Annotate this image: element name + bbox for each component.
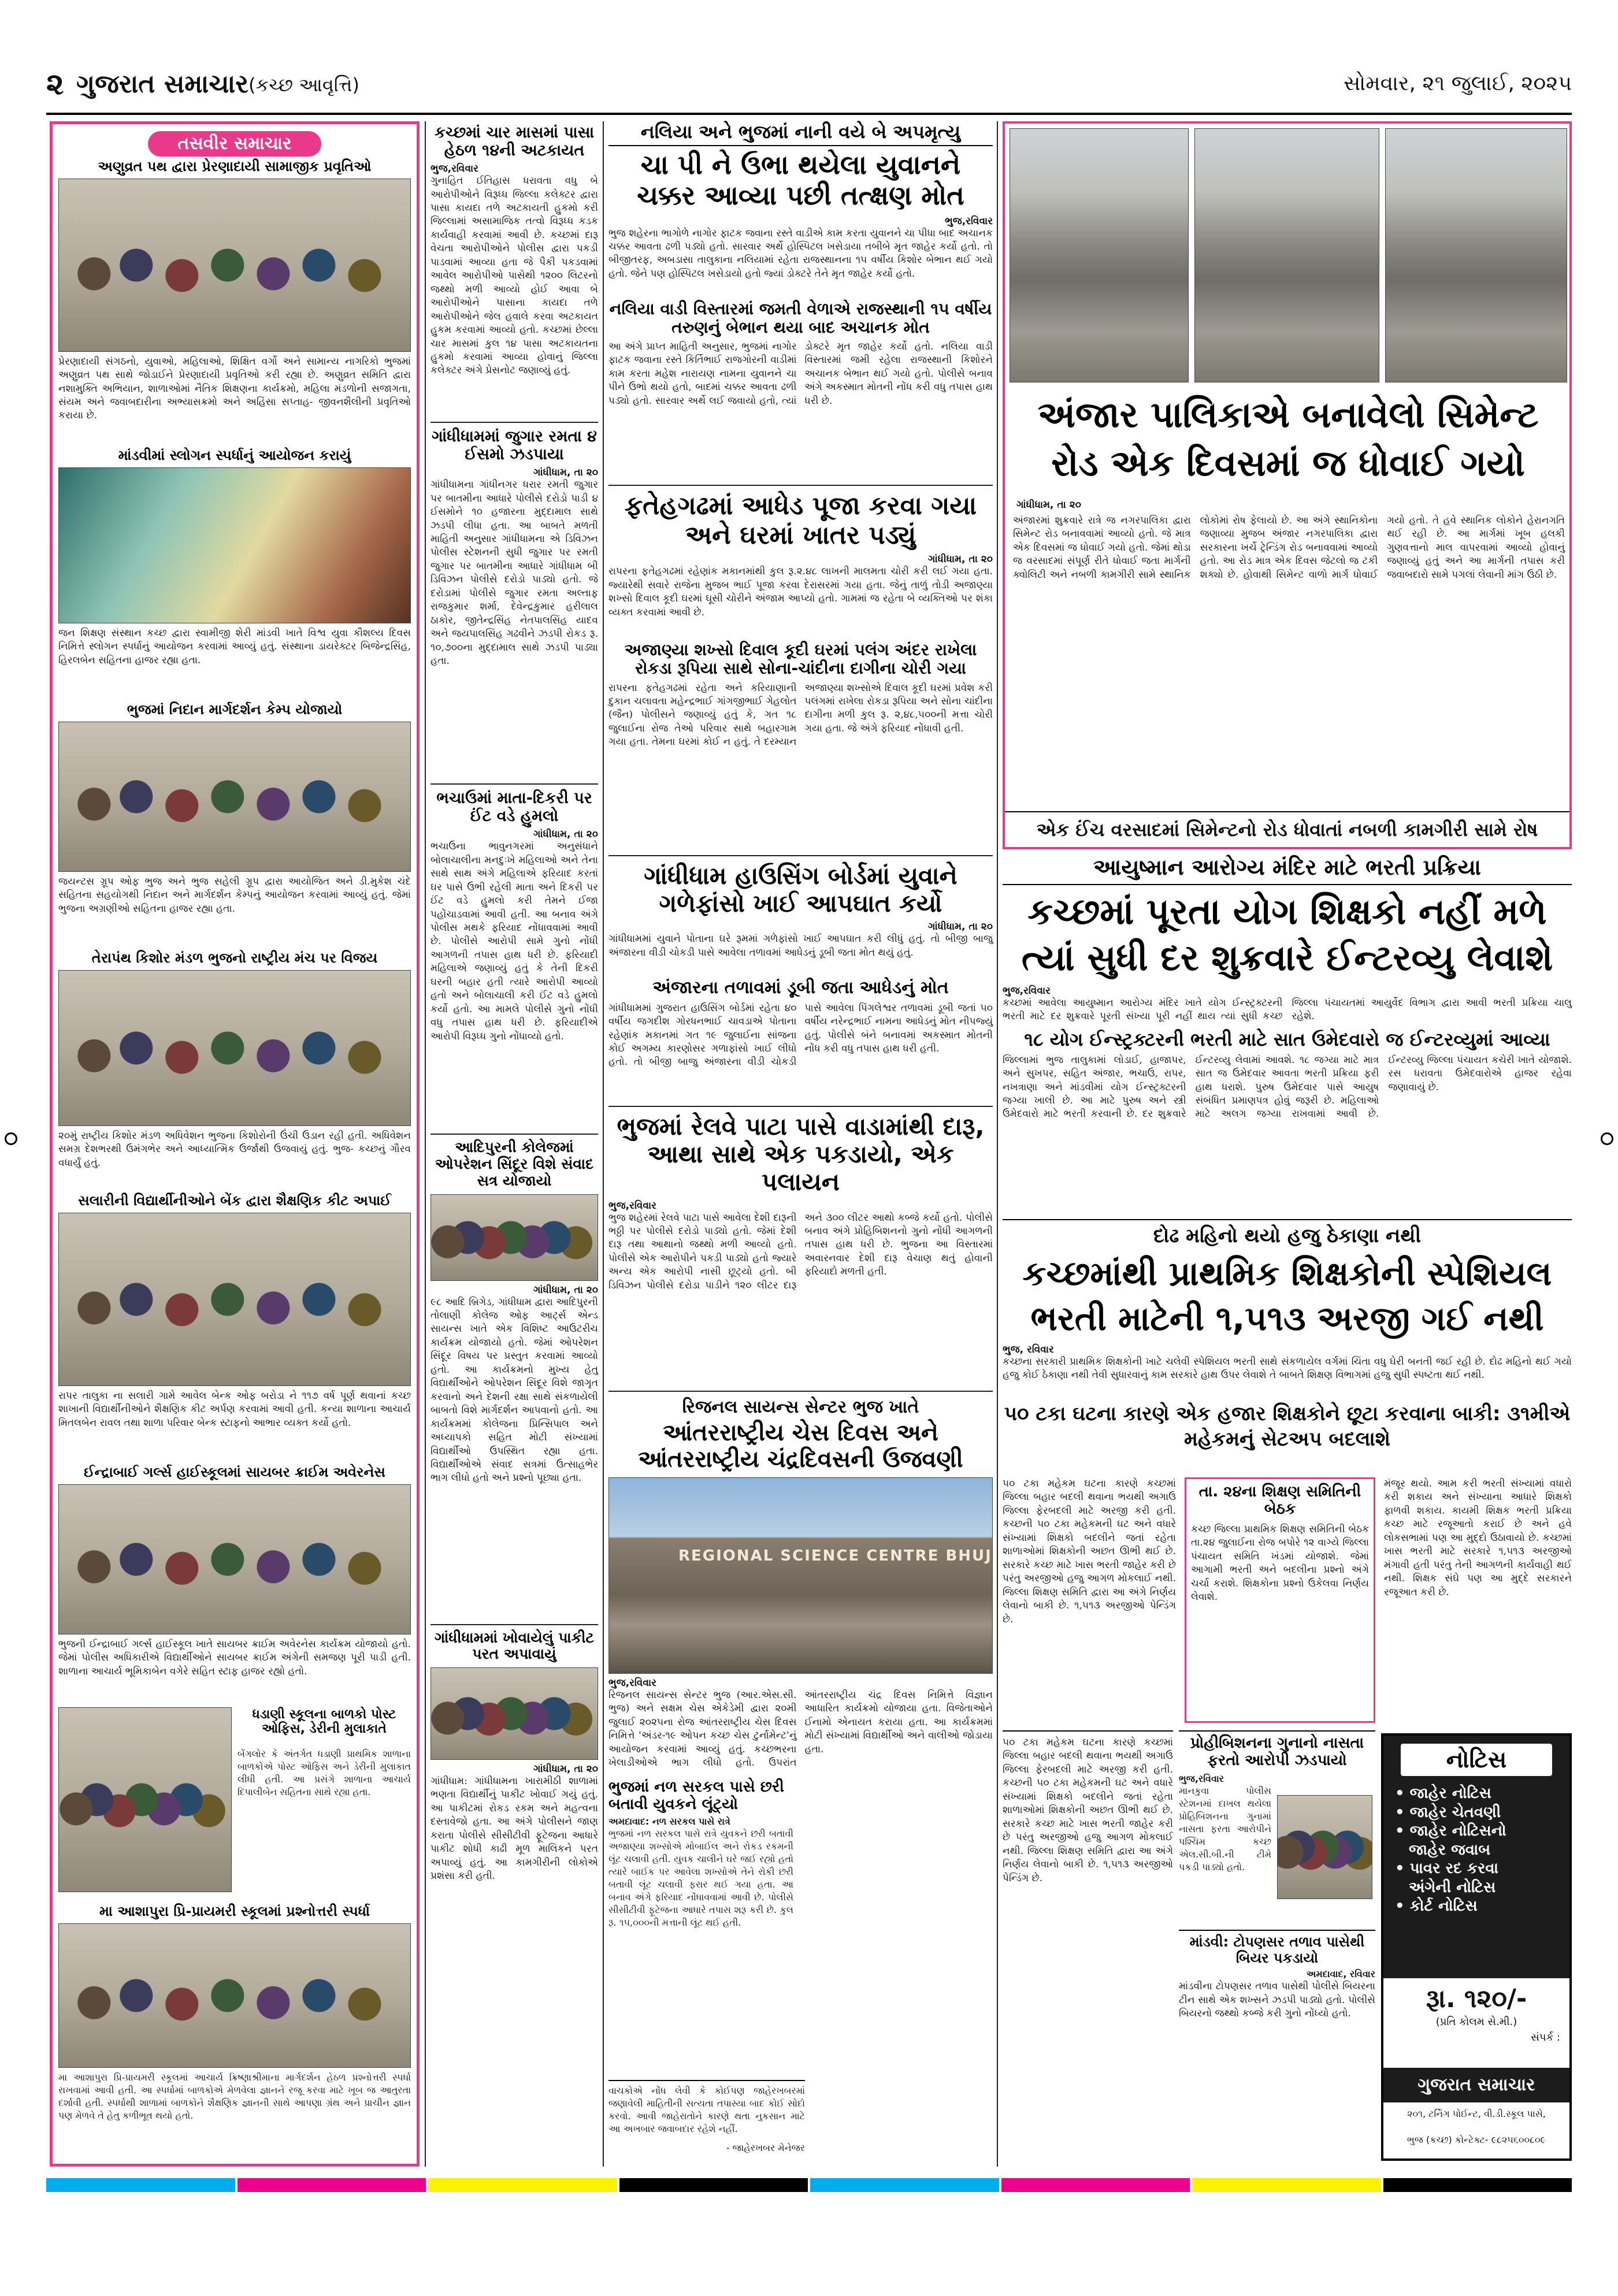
yoga-story	[1003, 855, 1572, 1213]
article-dateline: ગાંધીધામ, તા ૨૦	[533, 1284, 598, 1296]
article-dateline: ગાંધીધામ, તા ૨૦	[533, 829, 598, 841]
notice-item: જાહેર જવાબ	[1409, 1841, 1491, 1859]
committee-body: કચ્છ જિલ્લા પ્રાથમિક શિક્ષણ સમિતિની બેઠક તા.૨૪ જુલાઈના રોજ બપોરે ૧૨ વાગ્યે જિલ્લા પંચાયત સમિતિ ખંડમાં યોજાશે. જેમાં આગામી ભરતી અને બદલીના પ્રશ્નો અંગે ચર્ચા કરાશે. શિક્ષકોના પ્રશ્નો ઉકેલવા નિર્ણય લેવાશે.	[1191, 1523, 1369, 1603]
photo-news-item	[58, 1904, 411, 2141]
photo-news-item	[58, 448, 411, 690]
item-title: અણુવ્રત પથ દ્વારા પ્રેરણાદાયી સામાજીક પ્રવૃતિઓ	[98, 158, 372, 174]
notice-price-note: (પ્રતિ કોલમ સે.મી.)	[1435, 2016, 1517, 2028]
article-headline: આદિપુરની કોલેજમાં ઓપરેશન સિંદૂર વિશે સંવાદ સત્ર યોજાયો	[435, 1139, 594, 1189]
item-photo	[58, 179, 411, 352]
yoga-body: જિલ્લામાં ભુજ તાલુકામાં લોડાઈ, હાજાપર, અને સુખપર, સહિત અંજાર, ભચાઉ, રાપર, નખત્રાણા અને માંડવીમાં યોગ ઈન્સ્ટ્રક્ટરની જગ્યા ખાલી છે. આ માટે પુરુષ અને સ્ત્રી ઉમેદવારો માટે ભરતી કરવાની છે. દર શુક્રવારે ઈન્ટરવ્યુ લેવામાં આવશે. ૧૮ જગ્યા માટે માત્ર સાત જ ઉમેદવાર આવતા ભરતી પ્રક્રિયા ફરી હાથ ધરાશે. પુરુષ ઉમેદવાર પાસે આયુષ સંબંધિત પ્રમાણપત્ર હોવું જરૂરી છે. મહિલાઓ માટે અલગ જગ્યા રાખવામાં આવી છે. ઈન્ટરવ્યુ જિલ્લા પંચાયત કચેરી ખાતે યોજાશે. રસ ધરાવતા ઉમેદવારોએ હાજર રહેવા જણાવાયું છે.	[1003, 1054, 1572, 1120]
yoga-kicker: આયુષ્માન આરોગ્ય મંદિર માટે ભરતી પ્રક્રિયા	[1003, 855, 1572, 885]
photo-news-item	[58, 1193, 411, 1459]
column-rule	[425, 121, 426, 2167]
issue-date: સોમવાર, ૨૧ જુલાઈ, ૨૦૨૫	[1344, 72, 1572, 95]
prohibition-headline: પ્રોહીબિશનના ગુનાનો નાસતા ફરતો આરોપી ઝડપાયો	[1190, 1734, 1364, 1769]
photo-news-item	[58, 159, 411, 442]
item-title: ઈન્દ્રાબાઈ ગર્લ્સ હાઈસ્કૂલમાં સાયબર ક્રાઈમ અવેરનેસ	[84, 1464, 385, 1480]
road-photo	[1010, 128, 1189, 382]
registration-mark	[5, 1132, 17, 1145]
item-title: તેરાપંથ કિશોર મંડળ ભુજનો રાષ્ટ્રીય મંચ પર વિજય	[91, 950, 378, 966]
article-body: રાપરના ફતેહગઢમાં રહેતા અને કરિયાણાની દુકાન ચલાવતા મહેન્દ્રભાઈ ગાંગજીભાઈ ગેહલોત (જૈન) પોલીસને જણાવ્યું હતું કે, ગત ૧૮ જુલાઈના રોજ તેઓ પરિવાર સાથે બહારગામ ગયા હતા. તેમના ઘરમાં કોઈ ન હતું. તે દરમ્યાન અજાણ્યા શખ્સોએ દિવાલ કૂદી ઘરમાં પ્રવેશ કરી પલંગમાં રાખેલા રોકડા રૂપિયા અને સોના ચાંદીના દાગીના મળી કુલ રૂ. ૨,૪૮,૫૦૦ની મત્તા ચોરી ગયા હતા. જે અંગે ફરિયાદ નોંધાવી હતી.	[608, 682, 993, 748]
committee-headline: તા. ૨૪ના શિક્ષણ સમિતિની બેઠક	[1198, 1483, 1361, 1518]
item-photo	[58, 1707, 232, 1892]
item-title: સલારીની વિદ્યાર્થીનીઓને બેંક દ્વારા શૈક્ષણિક કીટ અપાઈ	[78, 1192, 391, 1209]
banner-label: તસવીર સમાચાર	[177, 133, 292, 154]
article-rule	[431, 783, 598, 785]
article-dateline: ભુજ,રવિવાર	[945, 215, 993, 227]
article-body: ભુજ શહેરમાં રેલવે પાટા પાસે આવેલા દેશી દારૂની ભઠ્ઠી પર પોલીસે દરોડો પાડ્યો હતો. જેમાં દેશી દારૂ તથા આથાનો જથ્થો મળી આવ્યો હતો. પોલીસે એક આરોપીને પકડી પાડ્યો હતો જ્યારે અન્ય એક આરોપી નાસી છૂટ્યો હતો. બી ડિવિઝન પોલીસે દરોડા પાડીને ૧૨૦ લીટર દારૂ અને ૩૦૦ લીટર આથો કબ્જે કર્યો હતો. પોલીસે બનાવ અંગે પ્રોહિબિશનનો ગુનો નોંધી આગળની તપાસ હાથ ધરી છે. ભુજના આ વિસ્તારમાં અવારનવાર દેશી દારૂ વેચાણ થતું હોવાની ફરિયાદો મળતી હતી.	[608, 1212, 993, 1291]
article-body: ભચાઉના ભાવુનગરમાં અનુસંધાને બોલાચાલીના મનદુઃખે મહિલાઓ અને તેના સાથે સાથ અંગે મહિલાએ ફરિયાદ કરતાં ઘર પાસે ઉભી રહેલી માતા અને દિકરી પર ઈંટ વડે હુમલો કરી તેમને ઈજા પહોંચાડવામાં આવી હતી. આ બનાવ અંગે પોલીસ મથકે ફરિયાદ નોંધાવવામાં આવી છે. પોલીસે આરોપી સામે ગુનો નોંધી આગળની તપાસ હાથ ધરી છે. ફરિયાદી મહિલાએ જણાવ્યું હતું કે તેની દિકરી ઘરની બહાર હતી ત્યારે આરોપી આવ્યો હતો અને બોલાચાલી કરી ઈંટ વડે હુમલો કર્યો હતો. આ મામલે પોલીસે ગુનો નોંધી વધુ તપાસ હાથ ધરી છે. ફરિયાદીએ આરોપી વિરૂધ્ધ ગુનો નોંધાવ્યો હતો.	[431, 841, 598, 1042]
yoga-lead: કચ્છમાં આવેલા આયુષ્માન આરોગ્ય મંદિર ખાતે યોગ ઈન્સ્ટ્રક્ટરની ભરતી માટે દર શુક્રવારે પૂરતી સંખ્યા પૂરી નહીં થાય ત્યાં સુધી કચ્છ જિલ્લા પંચાયતમાં આયુર્વેદ વિભાગ દ્વારા આવી ભરતી પ્રક્રિયા ચાલુ રહેશે.	[1003, 997, 1572, 1023]
article-rule	[608, 1391, 993, 1392]
color-swatch	[1001, 2178, 1190, 2192]
item-photo	[58, 970, 411, 1126]
teachers-dateline: ભુજ, રવિવાર	[1003, 1343, 1054, 1355]
teachers-body: મંજૂર થયો. આમ કરી ભરતી સંખ્યામાં વધારો કરી શકાય અને સંખ્યાના આધારે શિક્ષકો ફાળવી શકાય. કાયમી શિક્ષક ભરતી પ્રક્રિયા કચ્છ માટે રજૂઆતો કરાઈ છે અને હવે લોકસભામાં પણ આ મુદ્દો ઉઠાવાયો છે. કચ્છમાં ખાસ ભરતી માટે સરકારે ૧,૫૧૩ અરજીઓ મંગાવી હતી પરંતુ તેની આગળની કાર્યવાહી થઈ નથી. શિક્ષક સંઘે પણ આ મુદ્દે સરકારને રજૂઆત કરી છે.	[1384, 1478, 1572, 1598]
article-headline: ભુજમાં નળ સરકલ પાસે છરી બતાવી યુવકને લૂંટ્યો	[608, 1778, 784, 1813]
item-title: માંડવીમાં સ્લોગન સ્પર્ધાનું આયોજન કરાયું	[118, 447, 351, 463]
color-swatch	[1192, 2178, 1381, 2192]
photo-news-item	[58, 1465, 411, 1693]
disclaimer-sign: - જાહેરખબર મેનેજર	[726, 2142, 805, 2153]
color-swatch	[428, 2178, 617, 2192]
item-caption: જન શિક્ષણ સંસ્થાન કચ્છ દ્વારા સ્વામીજી શેરી માંડવી ખાતે વિશ્વ યુવા કૌશલ્ય દિવસ નિમિત્તે સ્લોગન સ્પર્ધાનું આયોજન કરવામાં આવ્યું હતું. સંસ્થાના ડાયરેક્ટર બિજેન્દ્રસિંહ, હિરલબેન સહિતના હાજર રહ્યા હતા.	[58, 627, 411, 666]
paper-name: ગુજરાત સમાચાર	[76, 69, 248, 99]
disclaimer-box	[608, 2080, 805, 2161]
article-body: ૯૮ આદિ બ્રિગેડ, ગાંધીધામ દ્વારા આદિપુરની તોલાણી કોલેજ ઓફ આર્ટ્સ એન્ડ સાયન્સ ખાતે એક વિશિષ્ટ આઉટરીચ કાર્યક્રમ યોજાયો હતો. જેમાં ઓપરેશન સિંદૂર વિષય પર પ્રસ્તુત કરવામાં આવ્યો હતો. આ કાર્યક્રમનો મુખ્ય હેતુ વિદ્યાર્થીઓને ઓપરેશન સિંદૂર વિશે જાગૃત કરવાનો અને દેશની રક્ષા સાથે સંકળાયેલી બાબતો વિશે માર્ગદર્શન આપવાનો હતો. આ કાર્યક્રમમાં કોલેજના પ્રિન્સિપાલ અને અધ્યાપકો સહિત મોટી સંખ્યામાં વિદ્યાર્થીઓ ઉપસ્થિત રહ્યા હતા. વિદ્યાર્થીઓએ સંવાદ સત્રમાં ઉત્સાહભેર ભાગ લીધો હતો અને પ્રશ્નો પૂછ્યા હતા.	[431, 1296, 598, 1484]
article-headline: આંતરરાષ્ટ્રીય ચેસ દિવસ અને આંતરરાષ્ટ્રીય ચંદ્રદિવસની ઉજવણી	[638, 1420, 963, 1473]
article-dateline: ભુજ,રવિવાર	[431, 163, 478, 175]
article-body: ગાંધીધામમાં ગુજરાત હાઉસિંગ બોર્ડમાં રહેતા ૪૦ વર્ષીય જગદીશ ગોરધનભાઈ ચાવડાએ પોતાના રહેણાંક મકાનમાં ગત ૧૯ જુલાઈના સાંજના કોઈ અગમ્ય કારણોસર ગળાફાંસો ખાઈ લીધો હતો. તો બીજી બાજુ અંજારના વીડી ચોકડી પાસે આવેલા પિંગલેશ્વર તળાવમાં ડૂબી જતાં ૫૦ વર્ષીય નરેન્દ્રભાઈ નામના આધેડનું મોત નીપજ્યું હતું. પોલીસે બંને બનાવમાં અકસ્માત મોતની નોંધ કરી વધુ તપાસ હાથ ધરી હતી.	[608, 1002, 993, 1068]
notice-price-block	[1383, 1984, 1569, 2044]
road-footer: એક ઈંચ વરસાદમાં સિમેન્ટનો રોડ ધોવાતાં નબળી કામગીરી સામે રોષ	[1005, 811, 1569, 846]
notice-title-band	[1401, 1744, 1552, 1776]
left-continuation	[1003, 1730, 1173, 2161]
notice-list	[1395, 1784, 1563, 1916]
teachers-kicker: દોઢ મહિનો થયો હજુ ઠેકાણા નથી	[1153, 1224, 1422, 1247]
teachers-body-col	[1384, 1477, 1572, 1723]
teachers-body: ૫૦ ટકા મહેકમ ઘટના કારણે કચ્છમાં જિલ્લા બહાર બદલી થવાના ભયથી અગાઉ જિલ્લા ફેરબદલી માટે અરજી કરી હતી. કચ્છની ૫૦ ટકા મહેકમની ઘટ અને વધારે સંખ્યામાં શિક્ષકો બદલીને જતાં રહેતા શાળાઓમાં શિક્ષકોની અછત ઊભી થઈ છે. સરકારે કચ્છ માટે ખાસ ભરતી જાહેર કરી છે પરંતુ અરજીઓ હજુ આગળ મોકલાઈ નથી. જિલ્લા શિક્ષણ સમિતિ દ્વારા આ અંગે નિર્ણય લેવાનો બાકી છે. ૧,૫૧૩ અરજીઓ પેન્ડિંગ છે.	[1003, 1478, 1176, 1625]
masthead	[46, 53, 1572, 117]
road-headline: અંજાર પાલિકાએ બનાવેલો સિમેન્ટ રોડ એક દિવસમાં જ ધોવાઈ ગયો	[1037, 393, 1539, 484]
teachers-body: ૫૦ ટકા મહેકમ ઘટના કારણે કચ્છમાં જિલ્લા બહાર બદલી થવાના ભયથી અગાઉ જિલ્લા ફેરબદલી માટે અરજી કરી હતી. કચ્છની ૫૦ ટકા મહેકમની ઘટ અને વધારે સંખ્યામાં શિક્ષકો બદલીને જતાં રહેતા શાળાઓમાં શિક્ષકોની અછત ઊભી થઈ છે. સરકારે કચ્છ માટે ખાસ ભરતી જાહેર કરી છે પરંતુ અરજીઓ હજુ આગળ મોકલાઈ નથી. જિલ્લા શિક્ષણ સમિતિ દ્વારા આ અંગે નિર્ણય લેવાનો બાકી છે. ૧,૫૧૩ અરજીઓ પેન્ડિંગ છે.	[1003, 1737, 1173, 1884]
article-headline: ગાંધીધામમાં ખોવાયેલું પાકીટ પરત અપાવાયું	[434, 1629, 595, 1663]
mandvi-headline: માંડવી: ટોપણસર તળાવ પાસેથી બિયર પકડાયો	[1189, 1934, 1365, 1966]
article-headline: ભચાઉમાં માતા-દિકરી પર ઈંટ વડે હુમલો	[436, 789, 592, 826]
article-photo	[608, 1477, 993, 1674]
item-photo	[58, 722, 411, 872]
article-body: આ અંગે પ્રાપ્ત માહિતી અનુસાર, ભુજમાં નાગોર ફાટક જવાના રસ્તે કિર્તિભાઈ રાજગોરની વાડીમાં કામ કરતા મહેશ નારાયણ નામના યુવાનને ચા પીને ઉભો થયો હતો, બાદમાં ચક્કર આવતા ઢળી પડ્યો હતો. સારવાર અર્થે લઈ જવાયો હતો, ત્યાં ડોક્ટરે મૃત જાહેર કર્યો હતો. નલિયા વાડી વિસ્તારમાં જમી રહેલા રાજસ્થાની કિશોરને અચાનક બેભાન થઈ ગયો હતો. પોલીસે બનાવ અંગે અકસ્માત મોતની નોંધ કરી વધુ તપાસ હાથ ધરી છે.	[608, 340, 993, 407]
notice-address: ૨૦૧, ટર્નિંગ પોઈન્ટ, વી.ડી.સ્કૂલ પાસે,	[1407, 2108, 1546, 2119]
item-caption: જયન્ટસ ગ્રૂપ ઓફ ભુજ અને ભુજ સહેલી ગ્રૂપ દ્વારા આયોજિત અને ડી.મુકેશ ચંદે સહિતના સહયોગથી નિદાન અને માર્ગદર્શન કેમ્પનું આયોજન કરવામાં આવ્યું હતું. જેમાં ભુજના અગ્રણીઓ સહિતના હાજર રહ્યા હતા.	[58, 875, 411, 915]
teachers-body-col	[1003, 1477, 1176, 1723]
article-dateline: ભુજ,રવિવાર	[608, 1677, 656, 1689]
road-story	[1003, 121, 1572, 849]
item-photo	[58, 467, 411, 623]
article-photo	[431, 1194, 598, 1281]
photo-news-sidebar	[50, 121, 420, 2167]
teachers-headline: કચ્છમાંથી પ્રાથમિક શિક્ષકોની સ્પેશિયલ ભરતી માટેની ૧,૫૧૩ અરજી ગઈ નથી	[1022, 1254, 1552, 1339]
notice-ad	[1381, 1733, 1572, 2161]
item-caption: મા આશાપુરા પ્રિ-પ્રાયમરી સ્કૂલમાં આચાર્ય ક્રિષ્ણાશ્રીમાના માર્ગદર્શન હેઠળ પ્રશ્નોત્તરી સ્પર્ધા રાખવામાં આવી હતી. આ સ્પર્ધામાં બાળકોએ મેળવેલા જ્ઞાનને રજૂ કરવા માટે ખૂબ જ આતુરતા દર્શાવી હતી. સ્પર્ધાથી શાળામાં બાળકોને શૈક્ષણિક જ્ઞાનની સાથે આપણા ગ્રંથ અને પ્રાચીન જ્ઞાન પણ મેળવે તે હેતુ કળીભૂત થયો હતો.	[58, 2071, 411, 2121]
teachers-story	[1003, 1219, 1572, 1727]
yoga-headline: કચ્છમાં પૂરતા યોગ શિક્ષકો નહીં મળે ત્યાં સુધી દર શુક્રવારે ઈન્ટરવ્યુ લેવાશે	[1021, 890, 1553, 979]
item-caption: પ્રેરણાદાયી સંગઠનો, યુવાઓ, મહિલાઓ, શિક્ષિત વર્ગો અને સામાન્ય નાગરિકો ભુજમાં અણુવ્રત પથ સાથે જોડાઈને પ્રેરણાદાયી પ્રવૃતિઓ કરી રહ્યા છે. અણુવ્રત સમિતિ દ્વારા નશામુક્તિ અભિયાન, શાળાઓમાં નૈતિક શિક્ષણના કાર્યક્રમો, મહિલા મંડળોની સજાગતા, સંયમ અને જવાબદારીના અભ્યાસક્રમો અને અહિંસા સપ્તાહ- જીવનશૈલીની પ્રવૃતિઓ કરાયા છે.	[58, 355, 411, 422]
article-body: ભુજમાં નળ સરકલ પાસે રાત્રે યુવકને છરી બતાવી અજાણ્યા શખ્સોએ મોબાઈલ અને રોકડ રકમની લૂંટ ચલાવી હતી. યુવક ચાલીને ઘરે જઈ રહ્યો હતો ત્યારે બાઈક પર આવેલા શખ્સોએ તેને રોકી છરી બતાવી લૂંટ ચલાવી ફરાર થઈ ગયા હતા. આ બનાવ અંગે ફરિયાદ નોંધાવવામાં આવી છે. પોલીસે સીસીટીવી ફૂટેજના આધારે તપાસ શરૂ કરી છે. કુલ રૂ. ૧૫,૦૦૦ની મત્તાની લૂંટ થઈ હતી.	[608, 1827, 793, 1929]
article-subhead: નલિયા વાડી વિસ્તારમાં જમતી વેળાએ રાજસ્થાની ૧૫ વર્ષીય તરુણનું બેભાન થયા બાદ અચાનક મોત	[609, 299, 992, 337]
column-two	[431, 121, 598, 2167]
teachers-subhead: ૫૦ ટકા ઘટના કારણે એક હજાર શિક્ષકોને છૂટા કરવાના બાકી: ૩૧મીએ મહેકમનું સેટઅપ બદલાશે	[1004, 1402, 1571, 1451]
article-headline: ગાંધીધામમાં જુગાર રમતા ૪ ઈસમો ઝડપાયા	[431, 428, 598, 464]
item-photo	[58, 1213, 411, 1386]
item-caption: ભુજની ઈન્દ્રાબાઈ ગર્લ્સ હાઈસ્કૂલ ખાતે સાયબર ક્રાઈમ અવેરનેસ કાર્યક્રમ યોજાયો હતો. જેમાં પોલીસ અધિકારીએ વિદ્યાર્થીઓને સાયબર ક્રાઈમ અંગેની સમજણ પૂરી પાડી હતી. શાળાના આચાર્ય ભૂમિકાબેન વગેરે સહિત સ્ટાફ હાજર રહ્યો હતો.	[58, 1638, 411, 1677]
article-headline: ભુજમાં રેલવે પાટા પાસે વાડામાંથી દારૂ, આથા સાથે એક પકડાયો, એક પલાયન	[617, 1112, 985, 1197]
prohibition-body: માનકુવા પોલીસ સ્ટેશનમાં દાખલ થયેલા પ્રોહિબિશનના ગુનામાં નાસતા ફરતા આરોપીને પશ્ચિમ કચ્છ એલ.સી.બી.ની ટીમે પકડી પાડ્યો હતો.	[1179, 1785, 1271, 1873]
article-kicker: નલિયા અને ભુજમાં નાની વયે બે અપમૃત્યુ	[608, 121, 993, 146]
mandvi-dateline: અમદાવાદ, રવિવાર	[1306, 1968, 1375, 1980]
notice-item: • કોર્ટ નોટિસ	[1395, 1897, 1478, 1915]
article-subhead: અંજારના તળાવમાં ડૂબી જતા આધેડનું મોત	[652, 978, 949, 998]
color-bar	[46, 2178, 1572, 2192]
masthead-rule	[46, 113, 1572, 115]
color-swatch	[810, 2178, 999, 2192]
column-rule	[997, 121, 998, 2167]
item-caption: ૨૦મું રાષ્ટ્રીય કિશોર મંડળ અધિવેશન ભુજના કિશોરોની ઉંચી ઉડાન રહી હતી. અધિવેશન સમગ્ર દેશભરથી ઉમંગભેર અને આધ્યાત્મિક ઉર્જાથી ઉજવાયું હતું. ભુજ- કચ્છનું ગૌરવ વધાર્યું હતું.	[58, 1130, 411, 1169]
photo-news-item	[58, 702, 411, 942]
article-rule	[608, 855, 993, 856]
notice-contact-label: સંપર્ક :	[1531, 2031, 1560, 2044]
notice-price: રૂા. ૧૨૦/-	[1426, 1984, 1527, 2013]
article-dateline: ગાંધીધામ, તા ૨૦	[928, 921, 993, 933]
item-title: ધડાણી સ્કૂલના બાળકો પોસ્ટ ઓફિસ, ડેરીની મુલાકાતે	[252, 1707, 396, 1737]
registration-mark	[1601, 1132, 1613, 1145]
yoga-subhead: ૧૮ યોગ ઈન્સ્ટ્રક્ટરની ભરતી માટે સાત ઉમેદવારો જ ઈન્ટરવ્યુમાં આવ્યા	[1024, 1028, 1550, 1050]
article-subhead: અજાણ્યા શખ્સો દિવાલ કૂદી ઘરમાં પલંગ અંદર રાખેલા રોકડા રૂપિયા સાથે સોના-ચાંદીના દાગીના ચોરી ગયા	[624, 640, 977, 678]
notice-item: • જાહેર નોટિસ	[1395, 1785, 1491, 1802]
article-dateline: અમદાવાદ: નળ સરકલ પાસે રાત્રે	[608, 1815, 730, 1827]
notice-item: • જાહેર ચેતવણી	[1395, 1803, 1501, 1821]
item-title: ભુજમાં નિદાન માર્ગદર્શન કેમ્પ યોજાયો	[127, 701, 343, 718]
photo-news-banner	[148, 131, 321, 157]
road-dateline: ગાંધીધામ, તા ૨૦	[1016, 499, 1081, 511]
color-swatch	[46, 2178, 235, 2192]
article-rule	[608, 1106, 993, 1107]
item-photo	[58, 1923, 411, 2068]
article-kicker: રિજનલ સાયન્સ સેન્ટર ભુજ ખાતે	[682, 1396, 919, 1417]
color-swatch	[237, 2178, 426, 2192]
article-rule	[431, 422, 598, 423]
center-columns	[608, 121, 993, 2167]
article-dateline: ગાંધીધામ, તા ૨૦	[533, 1763, 598, 1775]
article-body: રાપરના ફતેહગઢમાં રહેણાંક મકાનમાંથી કુલ રૂ.૨.૪૮ લાખની માલમતા ચોરી કરી લઈ ગયા હતા. જ્યારેથી સવારે રાજેના મુજબ ભાઈ પૂજા કરવા દેરાસરમાં ગયા હતા. જેનું તાળું તોડી અજાણ્યા શખ્સો દિવાલ કૂદી ઘરમાં ઘૂસી ચોરીને અંજામ આપ્યો હતો. ગામમાં જ રહેતા બે વ્યક્તિઓ પર શંકા વ્યક્ત કરવામાં આવી છે.	[608, 566, 993, 618]
disclaimer-text: વાચકોએ નોંધ લેવી કે કોઈપણ જાહેરખબરમાં જણાવેલી માહિતીની સત્યતા તપાસ્યા બાદ કોઈ સોદો કરવો. આવી જાહેરાતોને કારણે થતા નુકસાન માટે આ અખબાર જવાબદાર રહેશે નહીં.	[608, 2085, 805, 2135]
article-headline: ફતેહગઢમાં આધેડ પૂજા કરવા ગયા અને ઘરમાં ખાતર પડ્યું	[624, 491, 977, 550]
color-swatch	[1383, 2178, 1572, 2192]
road-photo	[1194, 128, 1379, 382]
notice-title: નોટિસ	[1446, 1747, 1507, 1773]
prohibition-story	[1179, 1730, 1375, 1927]
article-body: ગાંધીધામના ગાંધીનગર ધરાર રમતી જુગાર પર બાતમીના આધારે પોલીસે દરોડો પાડી ૪ ઈસમોને ૧૦ હજારના મુદ્દામાલ સાથે ઝડપી લીધા હતા. આ બાબતે મળતી માહિતી અનુસાર ગાંધીધામના એ ડિવિઝન પોલીસ સ્ટેશનની સુધી જુગાર પર રમતી જુગાર પર બાતમીના આધારે ગાંધીધામ બી ડિવિઝન પોલીસે દરોડો પાડ્યો હતો. જે દરોડામાં પોલીસે જુગાર રમતા અલ્તાફ રાજકુમાર શર્મા, દેવેન્દ્રકુમાર હરીલાલ ઠાકોર, જીતેન્દ્રસિંહ નેતપાલસિંહ યાદવ અને જયપાલસિંહ ગઢવીને ઝડપી રોકડ રૂ. ૧૦,૭૦૦ના મુદ્દામાલ સાથે ઝડપી પાડ્યા હતા.	[431, 479, 598, 667]
column-rule	[603, 121, 604, 2167]
article-body: ગાંધીધામમાં યુવાને પોતાના ઘરે રૂમમાં ગળેફાંસો ખાઈ આપઘાત કરી લીધું હતું. તો બીજી બાજુ અંજારના વીડી ચોકડી પાસે આવેલા તળાવમાં આધેડનું ડૂબી જતા મોત થયું હતું.	[608, 933, 993, 958]
article-headline: કચ્છમાં ચાર માસમાં પાસા હેઠળ ૧૪ની અટકાયત	[434, 124, 595, 160]
notice-item: • પાવર રદ કરવા	[1395, 1860, 1499, 1877]
article-rule	[431, 1624, 598, 1625]
photo-news-item	[58, 950, 411, 1184]
notice-brand-band	[1383, 2068, 1569, 2102]
article-headline: ચા પી ને ઉભા થયેલા યુવાનને ચક્કર આવ્યા પછી તત્ક્ષણ મોત	[637, 148, 964, 211]
notice-item: • જાહેર નોટિસનો	[1395, 1822, 1506, 1840]
prohibition-photo	[1277, 1795, 1372, 1899]
photo-signage: REGIONAL SCIENCE CENTRE BHUJ	[678, 1547, 992, 1565]
yoga-dateline: ભુજ,રવિવાર	[1003, 984, 1051, 997]
article-rule	[431, 1134, 598, 1135]
article-photo	[431, 1667, 598, 1760]
article-dateline: ગાંધીધામ, તા ૨૦	[928, 553, 993, 566]
item-caption: રાપર તાલુકા ના સલારી ગામે આવેલ બેન્ક ઓફ બરોડા ને ૧૧૭ વર્ષ પૂર્ણ થવાનાં કચ્છ શાખાની વિદ્યાર્થીનીઓને શૈક્ષણિક કીટ અર્પણ કરવામાં આવી હતી. કન્યા શાળાના આચાર્ય મિતલબેન રાવલ તથા શાળા પરિવાર બેન્ક સ્ટાફનો આભાર વ્યક્ત કર્યો હતો.	[58, 1390, 411, 1429]
article-rule	[608, 485, 993, 486]
notice-phone: ભુજ (કચ્છ) કોન્ટેક્ટ- ૯૮૨૫૬૦૦૮૦૯	[1407, 2134, 1546, 2145]
road-body: અંજારમાં શુક્રવારે રાત્રે જ નગરપાલિકા દ્વારા સિમેન્ટ રોડ બનાવવામાં આવ્યો હતો. જે માત્ર એક દિવસમાં જ ધોવાઈ ગયો હતો. જેમાં થોડા જ વરસાદમાં સંપૂર્ણ રીતે ધોવાઈ જતા માર્ગની ક્વોલિટી અને નબળી કામગીરી સામે સ્થાનિક લોકોમાં રોષ ફેલાયો છે. આ અંગે સ્થાનિકોના જણાવ્યા મુજબ અંજાર નગરપાલિકા દ્વારા સરકારના ખર્ચે ટ્રેન્ડિંગ રોડ બનાવવામાં આવ્યો હતો. આ રોડ માત્ર એક દિવસ જેટલો જ ટકી શક્યો છે. હોવાથી સિમેન્ટ વાળો માર્ગ ધોવાઈ ગયો હતો. તે હવે સ્થાનિક લોકોને હેરાનગતિ થઈ રહી છે. આ માર્ગમાં ખૂબ હલકી ગુણવત્તાનો માલ વાપરવામાં આવ્યો હોવાનું જણાવ્યું હતું અને આ માર્ગની તપાસ કરી જવાબદારો સામે પગલાં લેવાની માંગ ઉઠી છે.	[1013, 515, 1565, 581]
teachers-lead: કચ્છના સરકારી પ્રાથમિક શિક્ષકોની ખાટે ચલેવી સ્પેશિયલ ભરતી સાથે સંકળાયેલ વર્ગમાં ચિંતા વધુ ઘેરી બનતી જઈ રહી છે. દોઢ મહિનો થઈ ગયો હજુ કોઈ ઠેકાણા નથી તેવી સુધારવાનું કામ સરકારે હાથ ઉપર લેવાશે તે બાબતે શિક્ષણ વિભાગમાં હજુ સુધી સ્પષ્ટતા થઈ નથી.	[1003, 1355, 1572, 1381]
item-photo	[58, 1484, 411, 1634]
notice-item: અંગેની નોટિસ	[1409, 1878, 1496, 1896]
article-body: ગાંધીધામ: ગાંધીધામના ખારામીઠી શાળામાં ભણતા વિદ્યાર્થીનું પાકીટ ખોવાઈ ગયું હતું. આ પાકીટમાં રોકડ રકમ અને મહત્વના દસ્તાવેજો હતા. આ અંગે પોલીસને જાણ કરાતા પોલીસે સીસીટીવી ફૂટેજના આધારે પાકીટ શોધી કાઢી મૂળ માલિકને પરત અપાવ્યું હતું. આ કામગીરીની લોકોએ પ્રશંસા કરી હતી.	[431, 1775, 598, 1882]
article-dateline: ગાંધીધામ, તા ૨૦	[533, 467, 598, 479]
committee-box	[1185, 1477, 1375, 1723]
item-title: મા આશાપુરા પ્રિ-પ્રાયમરી સ્કૂલમાં પ્રશ્નોત્તરી સ્પર્ધા	[99, 1903, 370, 1919]
article-dateline: ભુજ,રવિવાર	[608, 1199, 656, 1212]
mandvi-body: માંડવીના ટોપણસર તળાવ પાસેથી પોલીસે બિયરના ટીન સાથે એક શખ્સને ઝડપી પાડ્યો હતો. પોલીસે બિયરનો જથ્થો કબ્જે કરી ગુનો નોંધ્યો હતો.	[1179, 1981, 1375, 2020]
road-photo	[1385, 128, 1567, 382]
notice-brand: ગુજરાત સમાચાર	[1417, 2075, 1535, 2095]
edition-label: (કચ્છ આવૃત્તિ)	[248, 74, 359, 96]
mandvi-story	[1179, 1930, 1375, 2161]
page-number: ૨	[46, 67, 64, 102]
article-body: રિજનલ સાયન્સ સેન્ટર ભુજ (આર.એસ.સી. ભુજ) અને સક્ષમ ચેસ એકેડેમી દ્વારા ૨૦મી જુલાઈ ૨૦૨૫ના રોજ આંતરરાષ્ટ્રીય ચેસ દિવસ નિમિત્તે 'અંડર-૧૯ ઓપન કચ્છ ચેસ ટુર્નામેન્ટ'નું આયોજન કરવામાં આવ્યું હતું. કચ્છભરના ખેલાડીઓએ ભાગ લીધો હતો. ઉપરાંત આંતરરાષ્ટ્રીય ચંદ્ર દિવસ નિમિત્તે વિજ્ઞાન આધારિત કાર્યક્રમો યોજાયા હતા. વિજેતાઓને ઈનામો એનાયત કરાયા હતા. આ કાર્યક્રમમાં મોટી સંખ્યામાં વિદ્યાર્થીઓ અને વાલીઓ જોડાયા હતા.	[608, 1689, 993, 1769]
article-headline: ગાંધીધામ હાઉસિંગ બોર્ડમાં યુવાને ગળેફાંસો ખાઈ આપઘાત કર્યો	[644, 861, 958, 917]
item-caption: બેંગલોર કે અંતર્ગત ધડાણી પ્રાથમિક શાળાના બાળકોએ પોસ્ટ ઓફિસ અને ડેરીની મુલાકાત લીધી હતી. આ પ્રસંગે શાળાના આચાર્ય દિપાલીબેન સહિતના સાથે રહ્યા હતા.	[237, 1748, 411, 1798]
article-body: ભુજ શહેરના ભાગોળે નાગોર ફાટક જવાના રસ્તે વાડીએ કામ કરતા યુવાનને ચા પીધા બાદ અચાનક ચક્કર આવતા ઢળી પડ્યો હતો. સારવાર અર્થે હોસ્પિટલ ખસેડાયા તબીબે મૃત જાહેર કર્યો હતો. તો બીજીતરફ, અબડાસા તાલુકાના નલિયામાં રહેતા રાજસ્થાનના ૧૫ વર્ષીય કિશોર બેભાન થઈ ગયો હતો. જેને પણ હોસ્પિટલ ખસેડાયો હતો જ્યાં ડોક્ટરે તેને મૃત જાહેર કર્યો હતો.	[608, 227, 993, 280]
prohibition-dateline: ભુજ,રવિવાર	[1179, 1773, 1224, 1784]
article-body: ગુનાહિત ઈતિહાસ ધરાવતા વધુ બે આરોપીઓને વિરૂધ્ધ જિલ્લા કલેક્ટર દ્વારા પાસા કાયદા તળે અટકાયતી હુકમો કરી જિલ્લામાં અસામાજિક તત્વો વિરૂધ્ધ કડક કાર્યવાહી કરવામાં આવી છે. કચ્છમાં દારૂ વેચતા આરોપીઓને પોલીસ દ્વારા પકડી પાડવામાં આવ્યા હતા જે પૈકી પકડવામાં આવેલ આરોપીઓ પાસેથી ૧૨૦૦ લિટરનો જથ્થો મળી આવ્યો હોઈ આવા બે આરોપીઓને પાસાના કાયદા તળે આરોપીઓને જેલ હવાલે કરવા અટકાયત હુકમ કરવામાં આવ્યો હતો. કચ્છમાં છેલ્લા ચાર માસમાં કુલ ૧૪ પાસા અટકાયતના હુકમો કરવામાં આવ્યા હોવાનું જિલ્લા કલેક્ટર અંગે પ્રેસનોટ જણાવ્યું હતું.	[431, 175, 598, 377]
color-swatch	[619, 2178, 808, 2192]
